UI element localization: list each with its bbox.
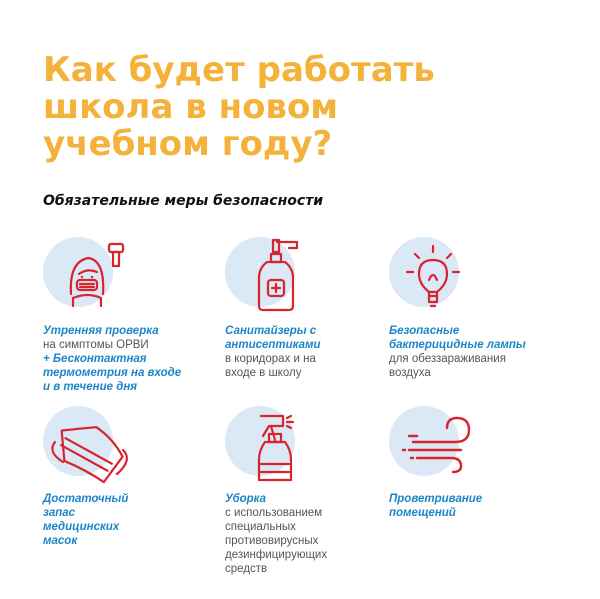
card-line: антисептиками bbox=[225, 339, 321, 351]
card-sanitizers bbox=[225, 232, 400, 380]
card-morning-check bbox=[43, 232, 218, 394]
card-lamps bbox=[389, 232, 564, 380]
card-line: запас bbox=[43, 507, 76, 519]
card-text bbox=[389, 492, 564, 520]
wind-ventilation-icon bbox=[389, 406, 479, 490]
card-text bbox=[43, 492, 218, 548]
card-line: Безопасные bbox=[389, 325, 460, 337]
card-line: для обеззараживания bbox=[389, 353, 506, 365]
spray-bottle-icon bbox=[225, 406, 315, 490]
light-bulb-icon bbox=[389, 232, 479, 322]
card-line: в коридорах и на bbox=[225, 353, 316, 365]
card-masks bbox=[43, 406, 218, 548]
card-line: специальных bbox=[225, 521, 296, 533]
card-line: Санитайзеры с bbox=[225, 325, 317, 337]
title-line-2: школа в новом bbox=[43, 87, 339, 127]
card-line: медицинских bbox=[43, 521, 120, 533]
card-line: дезинфицирующих bbox=[225, 549, 328, 561]
card-text bbox=[225, 324, 400, 380]
card-line: на симптомы ОРВИ bbox=[43, 339, 149, 351]
title-line-1: Как будет работать bbox=[43, 50, 435, 90]
card-line: противовирусных bbox=[225, 535, 319, 547]
card-line: Проветривание bbox=[389, 493, 483, 505]
medical-mask-icon bbox=[43, 406, 133, 490]
card-line: Достаточный bbox=[43, 493, 129, 505]
card-line: помещений bbox=[389, 507, 456, 519]
card-line: Утренняя проверка bbox=[43, 325, 159, 337]
page-title bbox=[43, 52, 463, 163]
card-text bbox=[389, 324, 564, 380]
face-mask-thermometer-icon bbox=[43, 232, 133, 322]
card-line: с использованием bbox=[225, 507, 323, 519]
card-line: входе в школу bbox=[225, 367, 302, 379]
card-line: бактерицидные лампы bbox=[389, 339, 526, 351]
sanitizer-bottle-icon bbox=[225, 232, 315, 322]
card-text bbox=[225, 492, 400, 576]
card-text bbox=[43, 324, 218, 394]
card-line: Уборка bbox=[225, 493, 267, 505]
card-ventilation bbox=[389, 406, 564, 520]
card-line: воздуха bbox=[389, 367, 431, 379]
card-cleaning bbox=[225, 406, 400, 576]
card-line: и в течение дня bbox=[43, 381, 138, 393]
card-line: средств bbox=[225, 563, 268, 575]
section-subtitle: Обязательные меры безопасности bbox=[43, 193, 324, 209]
title-line-3: учебном году? bbox=[43, 124, 333, 164]
card-line: масок bbox=[43, 535, 78, 547]
card-line: термометрия на входе bbox=[43, 367, 182, 379]
card-line: + Бесконтактная bbox=[43, 353, 147, 365]
